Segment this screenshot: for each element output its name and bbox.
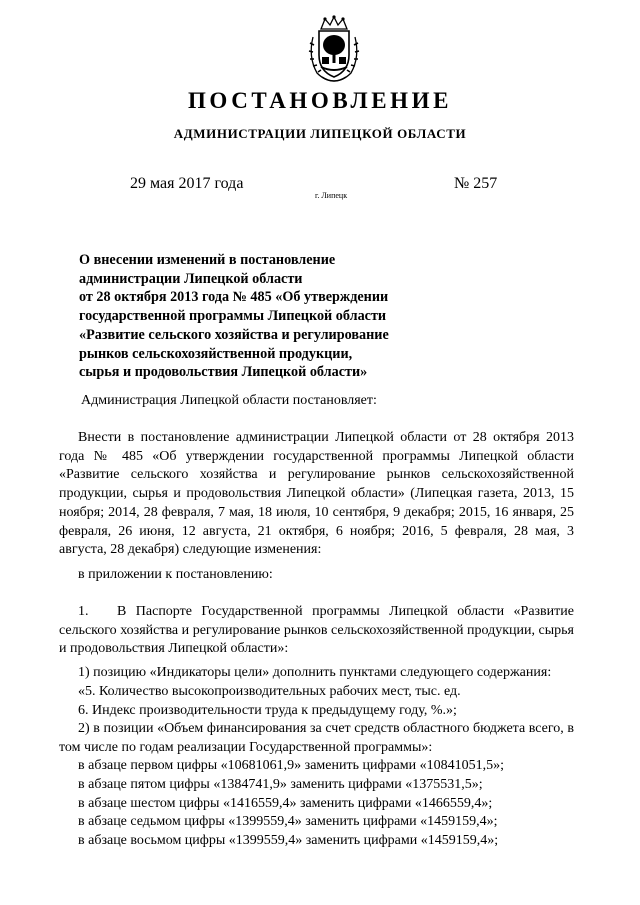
lipetsk-coat-of-arms-emblem: [305, 15, 363, 85]
item1-number: 1.: [78, 604, 89, 619]
heading-line: администрации Липецкой области: [79, 270, 303, 287]
change-line: в абзаце первом цифры «10681061,9» заменить цифрами «10841051,5»;: [78, 758, 504, 773]
heading-line: рынков сельскохозяйственной продукции,: [79, 345, 353, 362]
appendix-paragraph: в приложении к постановлению:: [78, 567, 273, 582]
intro-paragraph: Внести в постановление администрации Липецкой области от 28 октября 2013 года № 485 «Об утверждении государственной программы Липецкой области «Развитие сельского хозяйства и регулирование рынков сельскохозяйственной продукции, сырья и продовольствия Липецкой области» (Липецкая газета, 2013, 15 ноября; 2014, 28 февраля, 7 мая, 18 июля, 10 сентября, 9 декабря; 2015, 16 января, 25 февраля, 26 июня, 12 августа, 21 октября, 6 ноября; 2016, 5 февраля, 28 мая, 3 августа, 28 декабря) следующие изменения:: [59, 430, 574, 558]
issuing-authority: АДМИНИСТРАЦИИ ЛИПЕЦКОЙ ОБЛАСТИ: [173, 126, 467, 141]
change-line: в абзаце восьмом цифры «1399559,4» заменить цифрами «1459159,4»;: [78, 833, 499, 848]
heading-line: О внесении изменений в постановление: [79, 252, 336, 268]
heading-line: государственной программы Липецкой области: [79, 308, 387, 325]
heading-line: сырья и продовольствия Липецкой области»: [79, 364, 368, 381]
resolution-heading: [79, 251, 459, 382]
document-title: ПОСТАНОВЛЕНИЕ: [187, 88, 453, 113]
change-line: в абзаце пятом цифры «1384741,9» заменить цифрами «1375531,5»;: [78, 777, 483, 792]
subitem-2: 2) в позиции «Объем финансирования за счет средств областного бюджета всего, в том числе по годам реализации Государственной программы»:: [59, 721, 574, 755]
document-city: г. Липецк: [315, 191, 348, 200]
resolves-statement: Администрация Липецкой области постановляет:: [81, 393, 377, 408]
item1-paragraph: В Паспорте Государственной программы Липецкой области «Развитие сельского хозяйства и регулирование рынков сельскохозяйственной продукции, сырья и продовольствия Липецкой области»:: [59, 604, 574, 657]
quote-item-6: 6. Индекс производительности труда к предыдущему году, %.»;: [78, 703, 457, 718]
document-date: 29 мая 2017 года: [130, 175, 244, 192]
heading-line: от 28 октября 2013 года № 485 «Об утверждении: [79, 289, 389, 306]
heading-line: «Развитие сельского хозяйства и регулирование: [79, 326, 389, 343]
subitem-1: 1) позицию «Индикаторы цели» дополнить пунктами следующего содержания:: [78, 665, 552, 680]
change-line: в абзаце шестом цифры «1416559,4» заменить цифрами «1466559,4»;: [78, 796, 493, 811]
quote-item-5: «5. Количество высокопроизводительных рабочих мест, тыс. ед.: [78, 684, 461, 699]
change-line: в абзаце седьмом цифры «1399559,4» заменить цифрами «1459159,4»;: [78, 814, 498, 829]
document-number: № 257: [454, 175, 498, 192]
